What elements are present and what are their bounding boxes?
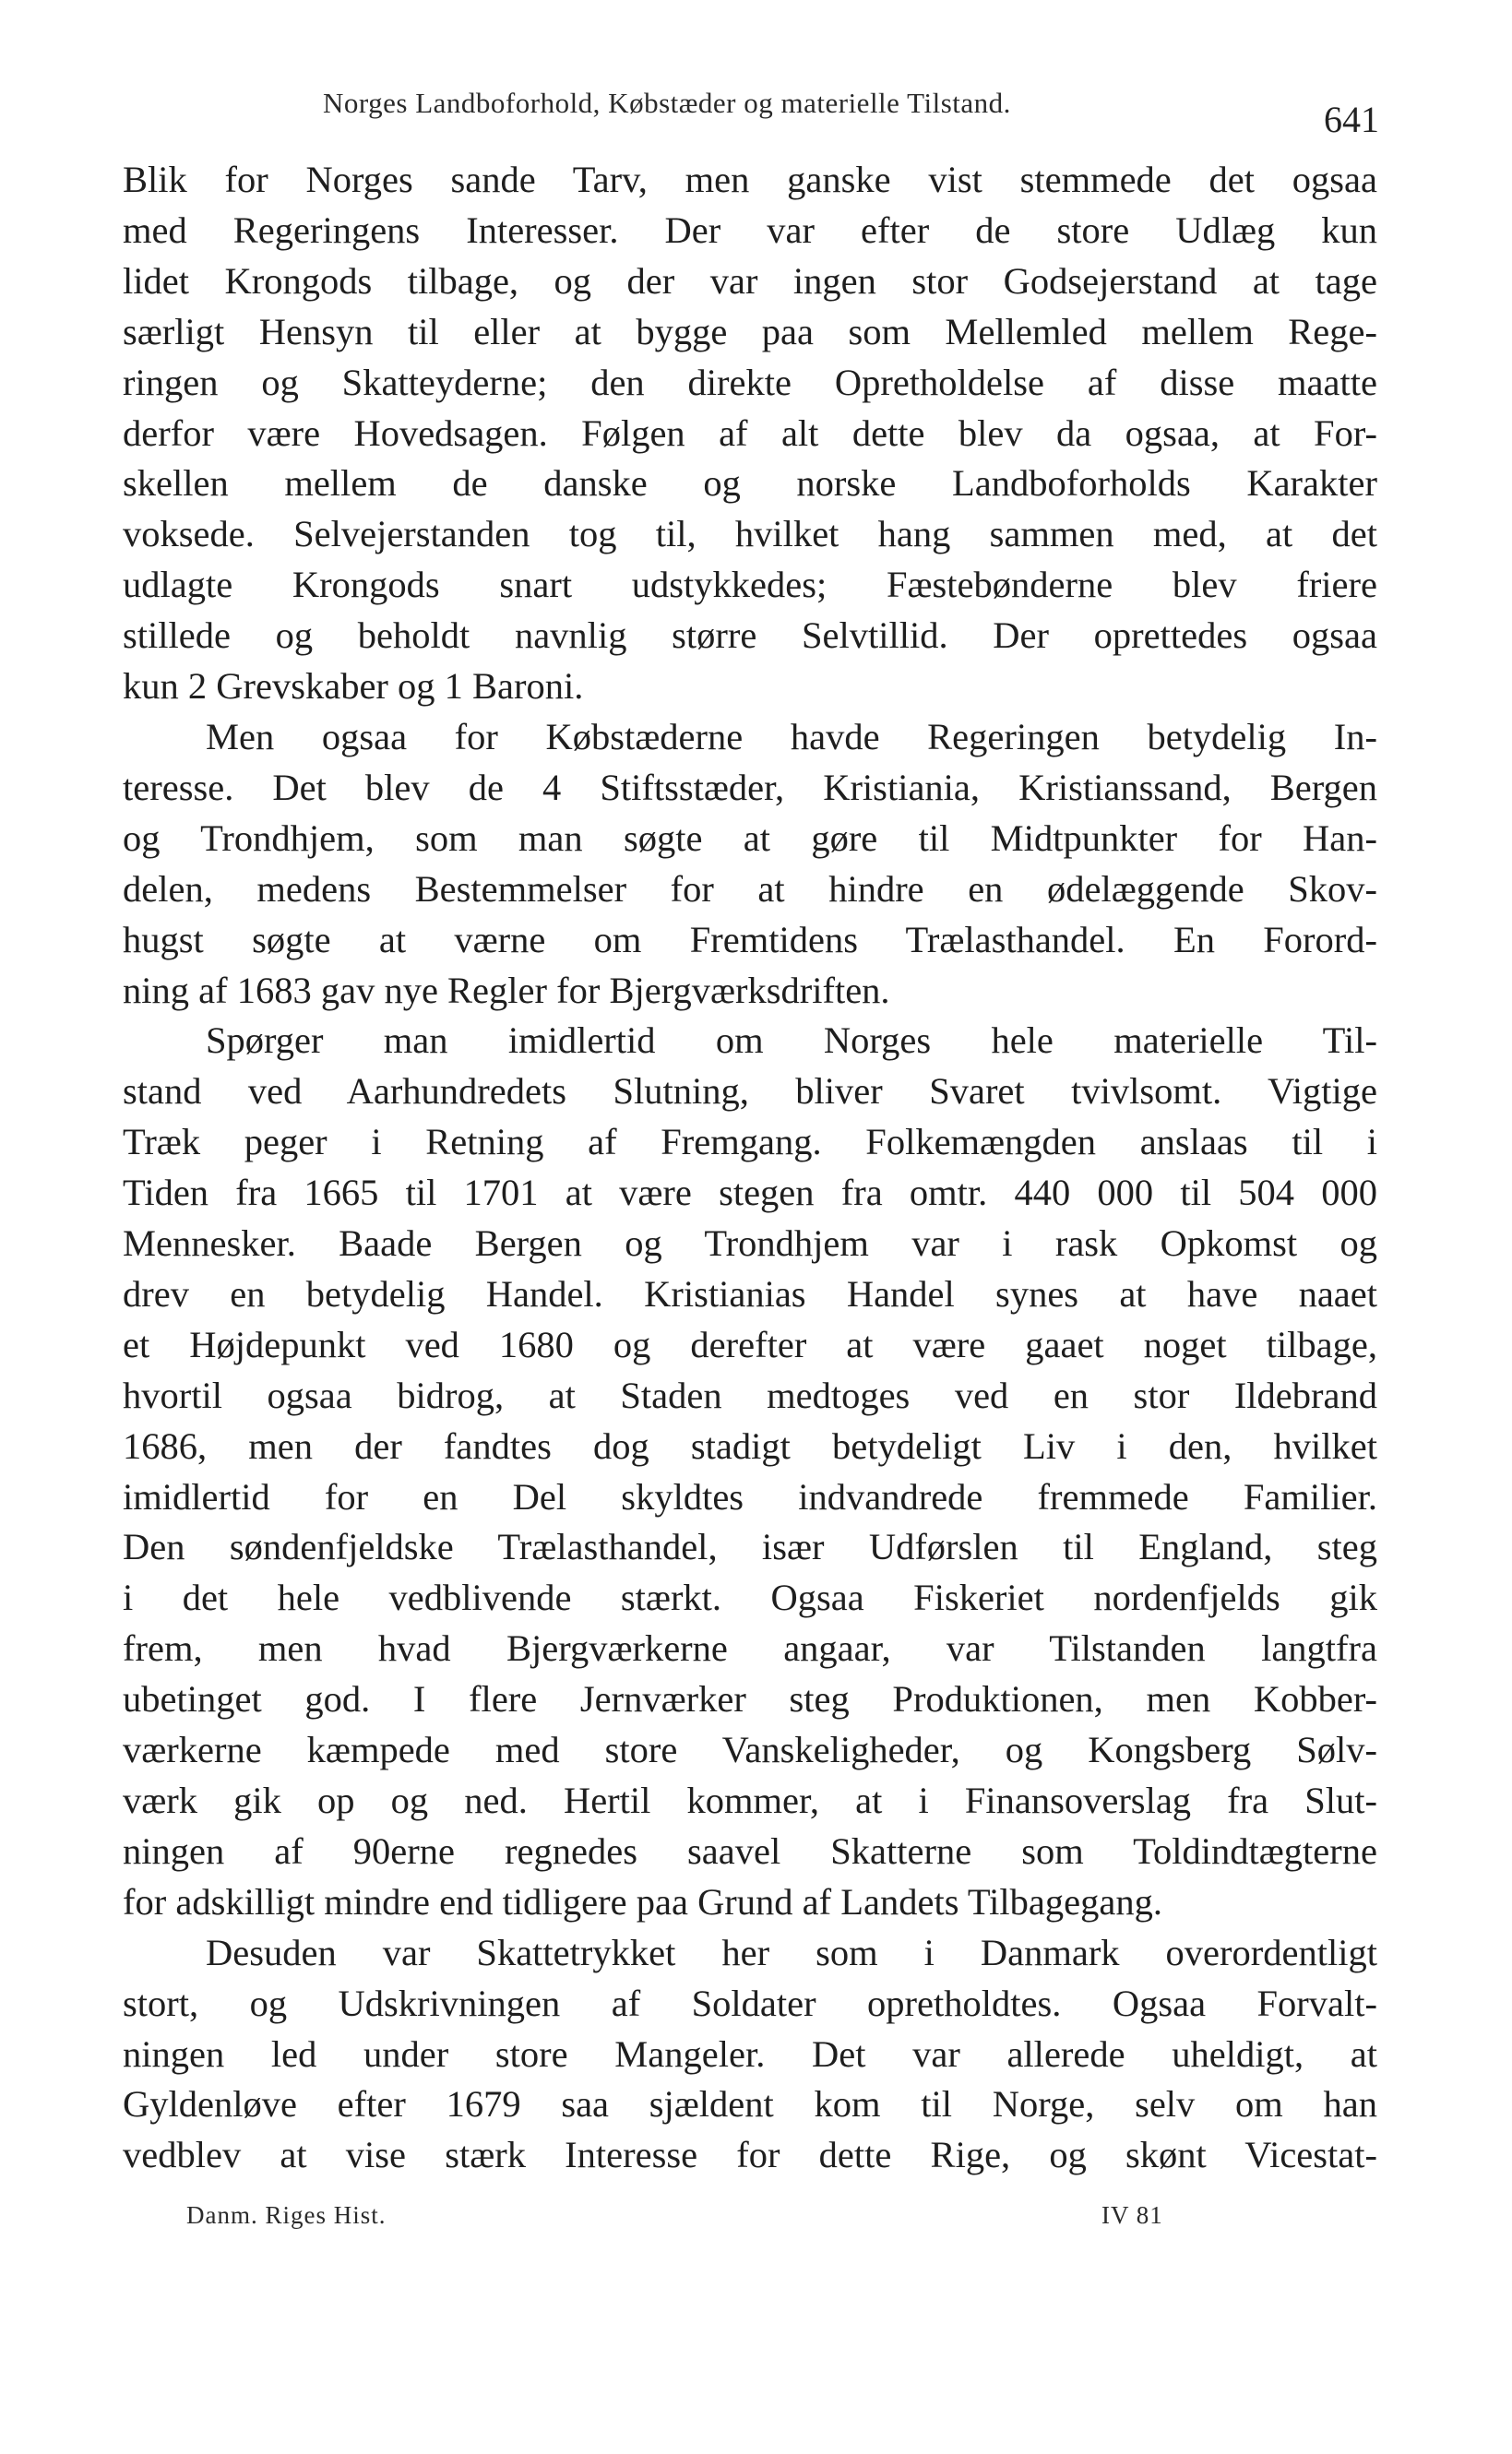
- text-line: teresse. Det blev de 4 Stiftsstæder, Kristiania, Kristianssand, Bergen: [123, 766, 1377, 808]
- paragraph: [123, 1928, 1377, 2182]
- text-line: ning af 1683 gav nye Regler for Bjergværksdriften.: [123, 969, 890, 1011]
- text-line: med Regeringens Interesser. Der var efter de store Udlæg kun: [123, 208, 1377, 251]
- text-line: i det hele vedblivende stærkt. Ogsaa Fiskeriet nordenfjelds gik: [123, 1577, 1377, 1619]
- text-line: stillede og beholdt navnlig større Selvtillid. Der oprettedes ogsaa: [123, 614, 1377, 657]
- text-line: hugst søgte at værne om Fremtidens Trælasthandel. En Forord-: [123, 918, 1377, 960]
- running-title: Norges Landboforhold, Købstæder og materielle Tilstand.: [323, 87, 1011, 119]
- page-number: 641: [1324, 99, 1379, 140]
- footer-book-title: Danm. Riges Hist.: [186, 2201, 387, 2229]
- text-line: Mennesker. Baade Bergen og Trondhjem var i rask Opkomst og: [123, 1222, 1377, 1265]
- text-line: værk gik op og ned. Hertil kommer, at i Finansoverslag fra Slut-: [123, 1780, 1377, 1821]
- text-line: og Trondhjem, som man søgte at gøre til Midtpunkter for Han-: [123, 816, 1377, 859]
- text-line: ningen led under store Mangeler. Det var allerede uheldigt, at: [123, 2032, 1377, 2075]
- text-line: ubetinget god. I flere Jernværker steg Produktionen, men Kobber-: [123, 1678, 1377, 1721]
- text-line: vedblev at vise stærk Interesse for dette Rige, og skønt Vicestat-: [123, 2134, 1377, 2176]
- paragraph: [123, 712, 1377, 1016]
- text-line: stand ved Aarhundredets Slutning, bliver Svaret tvivlsomt. Vigtige: [123, 1070, 1377, 1113]
- text-line: drev en betydelig Handel. Kristianias Handel synes at have naaet: [123, 1272, 1377, 1315]
- text-line: skellen mellem de danske og norske Landboforholds Karakter: [123, 462, 1377, 505]
- text-line: imidlertid for en Del skyldtes indvandrede fremmede Familier.: [123, 1475, 1377, 1518]
- text-line: for adskilligt mindre end tidligere paa Grund af Landets Tilbagegang.: [123, 1880, 1162, 1923]
- text-line: frem, men hvad Bjergværkerne angaar, var Tilstanden langtfra: [123, 1627, 1377, 1670]
- text-line: lidet Krongods tilbage, og der var ingen stor Godsejerstand at tage: [123, 259, 1377, 302]
- text-line: Gyldenløve efter 1679 saa sjældent kom til Norge, selv om han: [123, 2083, 1377, 2126]
- text-line: delen, medens Bestemmelser for at hindre en ødelæggende Skov-: [123, 867, 1377, 910]
- running-header: [323, 81, 1379, 140]
- text-line: værkerne kæmpede med store Vanskeligheder, og Kongsberg Sølv-: [123, 1729, 1377, 1771]
- paragraph: [123, 155, 1377, 712]
- text-line: derfor være Hovedsagen. Følgen af alt dette blev da ogsaa, at For-: [123, 411, 1377, 454]
- text-line: Den søndenfjeldske Trælasthandel, især Udførslen til England, steg: [123, 1526, 1377, 1568]
- signature-footer: [186, 2201, 1183, 2238]
- text-line: 1686, men der fandtes dog stadigt betydeligt Liv i den, hvilket: [123, 1424, 1377, 1467]
- text-line: Men ogsaa for Købstæderne havde Regeringen betydelig In-: [206, 715, 1377, 757]
- text-line: Desuden var Skattetrykket her som i Danmark overordentligt: [206, 1931, 1377, 1973]
- text-line: kun 2 Grevskaber og 1 Baroni.: [123, 665, 584, 708]
- text-line: ningen af 90erne regnedes saavel Skatterne som Toldindtægterne: [123, 1829, 1377, 1872]
- text-line: et Højdepunkt ved 1680 og derefter at være gaaet noget tilbage,: [123, 1323, 1377, 1365]
- body-text: [123, 155, 1377, 2181]
- text-line: voksede. Selvejerstanden tog til, hvilket hang sammen med, at det: [123, 513, 1377, 555]
- paragraph: [123, 1016, 1377, 1927]
- text-line: særligt Hensyn til eller at bygge paa som Mellemled mellem Rege-: [123, 310, 1377, 352]
- text-line: Spørger man imidlertid om Norges hele materielle Til-: [206, 1019, 1377, 1062]
- text-line: udlagte Krongods snart udstykkedes; Fæstebønderne blev friere: [123, 564, 1377, 606]
- text-line: Blik for Norges sande Tarv, men ganske vist stemmede det ogsaa: [123, 159, 1377, 200]
- text-line: hvortil ogsaa bidrog, at Staden medtoges ved en stor Ildebrand: [123, 1374, 1377, 1416]
- text-line: Tiden fra 1665 til 1701 at være stegen fra omtr. 440 000 til 504 000: [123, 1172, 1377, 1214]
- text-line: stort, og Udskrivningen af Soldater opretholdtes. Ogsaa Forvalt-: [123, 1982, 1377, 2024]
- text-line: ringen og Skatteyderne; den direkte Opretholdelse af disse maatte: [123, 361, 1377, 403]
- footer-signature-mark: IV 81: [1101, 2201, 1163, 2229]
- text-line: Træk peger i Retning af Fremgang. Folkemængden anslaas til i: [123, 1121, 1377, 1163]
